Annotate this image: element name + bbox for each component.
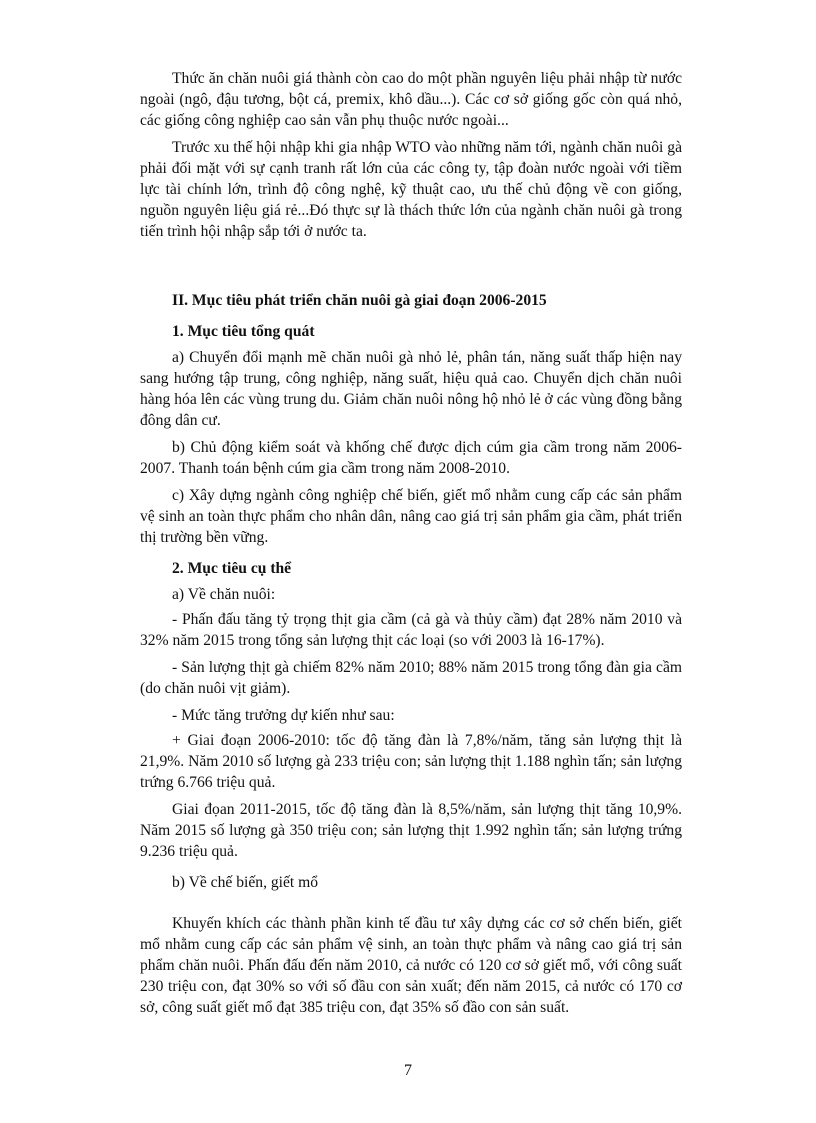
page-number: 7	[404, 1062, 412, 1079]
section-heading: II. Mục tiêu phát triển chăn nuôi gà giai đoạn 2006-2015	[172, 292, 547, 309]
paragraph-wto-challenge: Trước xu thế hội nhập khi gia nhập WTO vào những năm tới, ngành chăn nuôi gà phải đối mặt với sự cạnh tranh rất lớn của các công ty, tập đoàn nước ngoài với tiềm lực tài chính lớn, trình độ công nghệ, kỹ thuật cao, ưu thế chủ động về con giống, nguồn nguyên liệu giá rẻ...Đó thực sự là thách thức lớn của ngành chăn nuôi gà trong tiến trình hội nhập sắp tới ở nước ta.	[140, 139, 682, 240]
paragraph-feed-costs: Thức ăn chăn nuôi giá thành còn cao do một phần nguyên liệu phải nhập từ nước ngoài (ngô, đậu tương, bột cá, premix, khô dầu...). Các cơ sở giống gốc còn quá nhỏ, các giống công nghiệp cao sản vẫn phụ thuộc nước ngoài...	[140, 70, 682, 129]
processing-label: b) Về chế biến, giết mổ	[172, 874, 319, 891]
livestock-item-4: + Giai đoạn 2006-2010: tốc độ tăng đàn là 7,8%/năm, tăng sản lượng thịt là 21,9%. Năm 2010 số lượng gà 233 triệu con; sản lượng thịt 1.188 nghìn tấn; sản lượng trứng 6.766 triệu quả.	[140, 732, 682, 791]
general-goal-a: a) Chuyển đổi mạnh mẽ chăn nuôi gà nhỏ lẻ, phân tán, năng suất thấp hiện nay sang hướng tập trung, công nghiệp, năng suất, hiệu quả cao. Chuyển dịch chăn nuôi hàng hóa lên các vùng trung du. Giảm chăn nuôi nông hộ nhỏ lẻ ở các vùng đồng bằng đông dân cư.	[140, 349, 682, 429]
general-goal-c: c) Xây dựng ngành công nghiệp chế biến, giết mổ nhằm cung cấp các sản phẩm vệ sinh an toàn thực phẩm cho nhân dân, nâng cao giá trị sản phẩm gia cầm, phát triển thị trường bền vững.	[140, 487, 682, 546]
livestock-item-5: Giai đọan 2011-2015, tốc độ tăng đàn là 8,5%/năm, sản lượng thịt tăng 10,9%. Năm 2015 số lượng gà 350 triệu con; sản lượng thịt 1.992 nghìn tấn; sản lượng trứng 9.236 triệu quả.	[140, 801, 682, 860]
document-page	[140, 68, 682, 1024]
livestock-label: a) Về chăn nuôi:	[172, 586, 276, 603]
livestock-item-3: - Mức tăng trưởng dự kiến như sau:	[172, 707, 395, 724]
processing-paragraph: Khuyến khích các thành phần kinh tế đầu tư xây dựng các cơ sở chến biến, giết mổ nhằm cung cấp các sản phẩm vệ sinh, an toàn thực phẩm và nâng cao giá trị sản phẩm chăn nuôi. Phấn đấu đến năm 2010, cả nước có 120 cơ sở giết mổ, với công suất 230 triệu con, đạt 30% so với số đầu con sản xuất; đến năm 2015, cả nước có 170 cơ sở, công suất giết mổ đạt 385 triệu con, đạt 35% số đầo con sản suất.	[140, 915, 682, 1016]
subsection-heading-specific: 2. Mục tiêu cụ thể	[172, 560, 292, 577]
general-goal-b: b) Chủ động kiểm soát và khống chế được dịch cúm gia cầm trong năm 2006-2007. Thanh toán bệnh cúm gia cầm trong năm 2008-2010.	[140, 439, 682, 477]
livestock-item-1: - Phấn đấu tăng tỷ trọng thịt gia cầm (cả gà và thủy cầm) đạt 28% năm 2010 và 32% năm 2015 trong tổng sản lượng thịt các loại (so với 2003 là 16-17%).	[140, 611, 682, 649]
livestock-item-2: - Sản lượng thịt gà chiếm 82% năm 2010; 88% năm 2015 trong tổng đàn gia cầm (do chăn nuôi vịt giảm).	[140, 659, 682, 697]
subsection-heading-general: 1. Mục tiêu tổng quát	[172, 323, 315, 340]
